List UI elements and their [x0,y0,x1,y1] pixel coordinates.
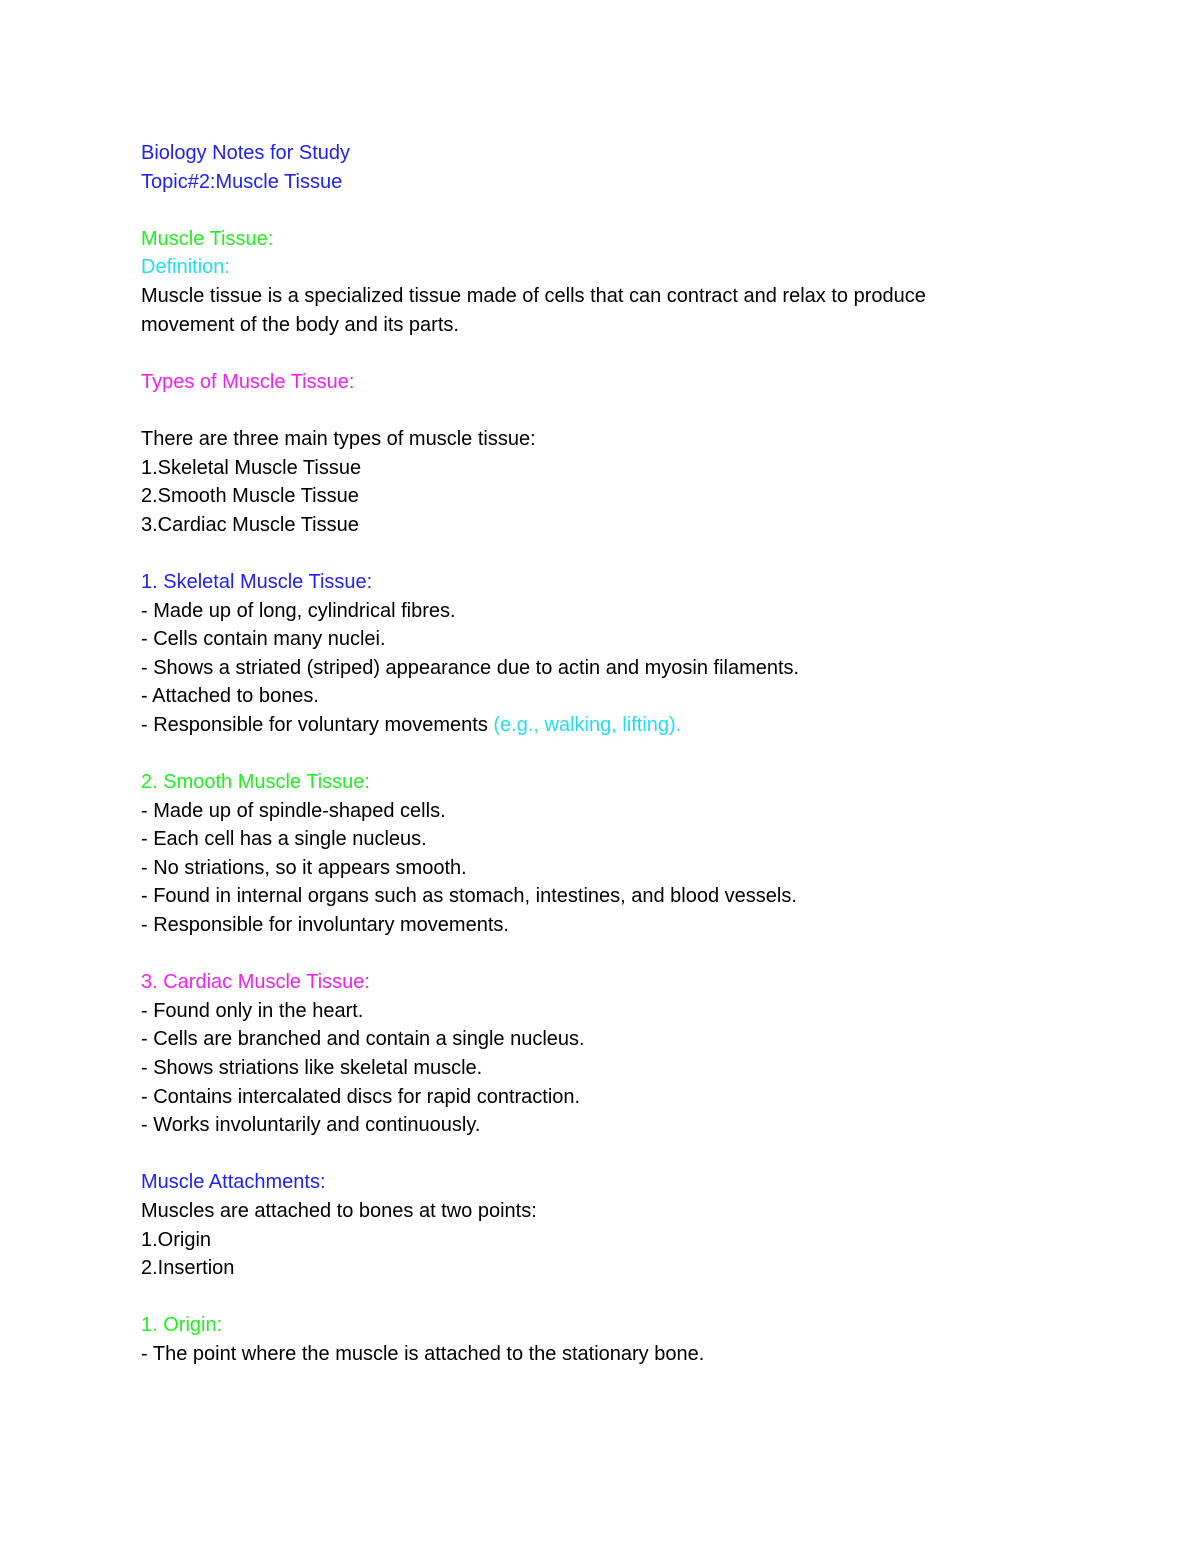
spacer [141,1283,1041,1312]
spacer [141,739,1041,768]
document-title: Biology Notes for Study [141,142,350,164]
spacer [141,1140,1041,1169]
attachments-intro: Muscles are attached to bones at two points: [141,1199,537,1222]
types-list-item: 3.Cardiac Muscle Tissue [141,513,359,536]
skeletal-point-text: - Responsible for voluntary movements [141,713,494,736]
smooth-heading: 2. Smooth Muscle Tissue: [141,771,370,794]
cardiac-point: - Found only in the heart. [141,999,364,1022]
skeletal-heading: 1. Skeletal Muscle Tissue: [141,570,373,593]
smooth-point: - Responsible for involuntary movements. [141,914,509,937]
skeletal-point: - Attached to bones. [141,685,319,708]
types-list-item: 1.Skeletal Muscle Tissue [141,456,362,479]
origin-point: - The point where the muscle is attached to the stationary bone. [141,1342,705,1365]
definition-label: Definition: [141,256,230,279]
types-intro: There are three main types of muscle tissue: [141,427,536,450]
cardiac-point: - Contains intercalated discs for rapid contraction. [141,1085,581,1108]
topic-title: Topic#2:Muscle Tissue [141,170,343,193]
spacer [141,196,1041,225]
smooth-point: - Found in internal organs such as stomach, intestines, and blood vessels. [141,885,797,908]
skeletal-point: - Cells contain many nuclei. [141,628,386,651]
skeletal-point: - Shows a striated (striped) appearance due to actin and myosin filaments. [141,656,800,679]
cardiac-point: - Cells are branched and contain a single nucleus. [141,1028,585,1051]
definition-text-line: Muscle tissue is a specialized tissue made of cells that can contract and relax to produce [141,284,926,307]
smooth-point: - Each cell has a single nucleus. [141,828,427,851]
spacer [141,396,1041,425]
smooth-point: - Made up of spindle-shaped cells. [141,799,446,822]
document-body [141,139,1041,1369]
cardiac-point: - Works involuntarily and continuously. [141,1114,481,1137]
smooth-point: - No striations, so it appears smooth. [141,856,467,879]
spacer [141,539,1041,568]
attachments-list-item: 2.Insertion [141,1257,235,1280]
definition-text-line: movement of the body and its parts. [141,313,459,336]
origin-heading: 1. Origin: [141,1314,223,1337]
muscle-tissue-heading: Muscle Tissue: [141,227,274,250]
cardiac-heading: 3. Cardiac Muscle Tissue: [141,971,370,994]
cardiac-point: - Shows striations like skeletal muscle. [141,1057,483,1079]
spacer [141,339,1041,368]
types-list-item: 2.Smooth Muscle Tissue [141,485,359,508]
types-heading: Types of Muscle Tissue: [141,370,355,393]
spacer [141,940,1041,969]
attachments-heading: Muscle Attachments: [141,1171,326,1194]
skeletal-point [141,711,1041,740]
skeletal-point-example: (e.g., walking, lifting). [493,713,682,736]
skeletal-point: - Made up of long, cylindrical fibres. [141,599,456,622]
attachments-list-item: 1.Origin [141,1228,212,1251]
